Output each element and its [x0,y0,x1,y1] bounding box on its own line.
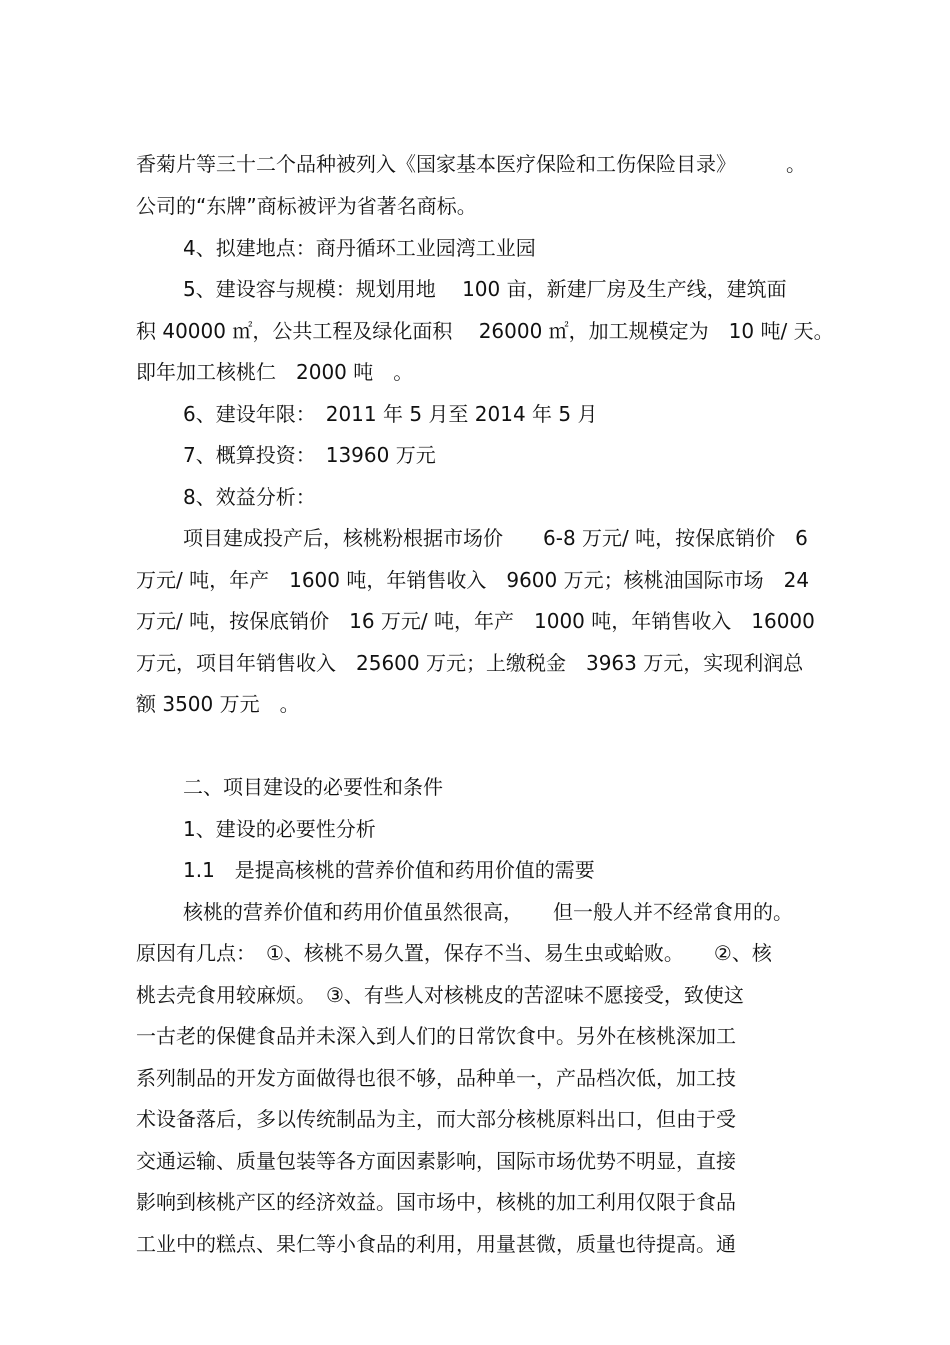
text-line: 术设备落后，多以传统制品为主，而大部分核桃原料出口，但由于受 [136,1107,736,1131]
text-line: 万元/ 吨，年产 1600 吨，年销售收入 9600 万元；核桃油国际市场 24 [136,568,810,592]
text-line: 系列制品的开发方面做得也很不够，品种单一，产品档次低，加工技 [136,1066,736,1090]
text-line: 核桃的营养价值和药用价值虽然很高， 但一般人并不经常食用的。 [183,900,793,924]
text-line: 工业中的糕点、果仁等小食品的利用，用量甚微，质量也待提高。通 [136,1232,736,1256]
section-heading: 二、项目建设的必要性和条件 [183,775,443,799]
text-line: 额 3500 万元 。 [136,692,300,716]
text-line: 交通运输、质量包装等各方面因素影响，国际市场优势不明显，直接 [136,1149,736,1173]
text-line: 项目建成投产后，核桃粉根据市场价 6-8 万元/ 吨，按保底销价 6 [183,526,808,550]
text-line: 4、拟建地点：商丹循环工业园湾工业园 [183,236,536,260]
text-line: 香菊片等三十二个品种被列入《国家基本医疗保险和工伤保险目录》 。 [136,152,806,176]
text-line: 一古老的保健食品并未深入到人们的日常饮食中。另外在核桃深加工 [136,1024,736,1048]
text-line: 7、概算投资： 13960 万元 [183,443,436,467]
text-line: 8、效益分析： [183,485,316,509]
text-line: 积 40000 ㎡，公共工程及绿化面积 26000 ㎡，加工规模定为 10 吨/ 天。 [136,319,834,343]
text-line: 5、建设容与规模：规划用地 100 亩，新建厂房及生产线，建筑面 [183,277,787,301]
text-line: 桃去壳食用较麻烦。 ③、有些人对核桃皮的苦涩味不愿接受，致使这 [136,983,744,1007]
subsection-heading: 1.1 是提高核桃的营养价值和药用价值的需要 [183,858,595,882]
text-line: 万元/ 吨，按保底销价 16 万元/ 吨，年产 1000 吨，年销售收入 16000 [136,609,815,633]
text-line: 原因有几点： ①、核桃不易久置，保存不当、易生虫或蛤败。 ②、核 [136,941,772,965]
text-line: 即年加工核桃仁 2000 吨 。 [136,360,414,384]
text-line: 影响到核桃产区的经济效益。国市场中，核桃的加工利用仅限于食品 [136,1190,736,1214]
text-line: 公司的“东牌”商标被评为省著名商标。 [136,194,477,218]
subsection-heading: 1、建设的必要性分析 [183,817,376,841]
text-line: 万元，项目年销售收入 25600 万元；上缴税金 3963 万元，实现利润总 [136,651,804,675]
text-line: 6、建设年限： 2011 年 5 月至 2014 年 5 月 [183,402,598,426]
